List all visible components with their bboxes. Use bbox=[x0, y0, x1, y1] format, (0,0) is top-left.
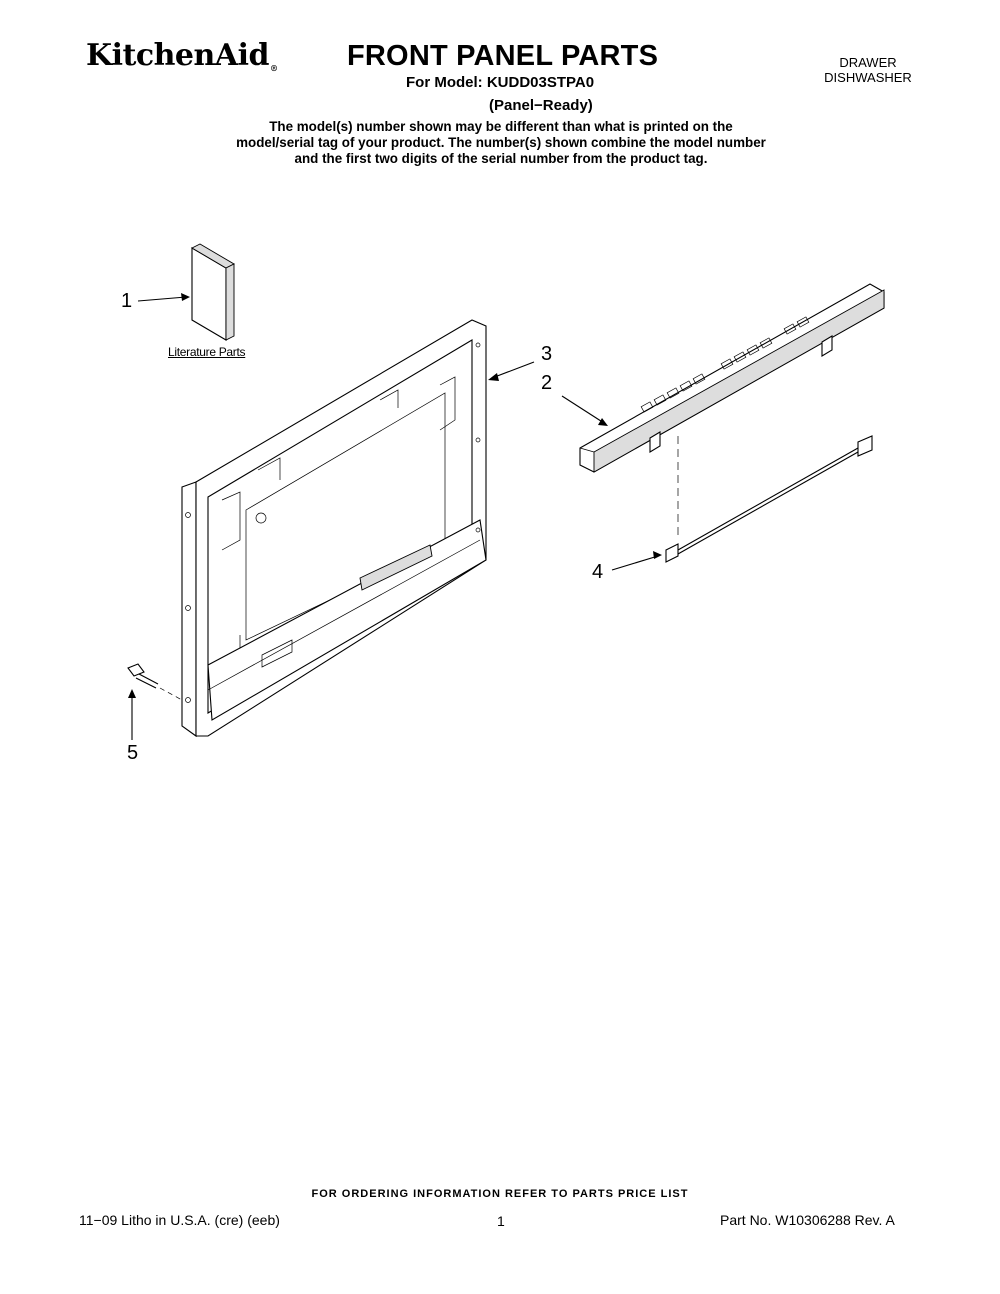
callout-2: 2 bbox=[541, 372, 553, 394]
callout-4: 4 bbox=[592, 561, 604, 583]
control-panel bbox=[580, 284, 884, 472]
callout-3-leader bbox=[488, 362, 534, 381]
screw bbox=[128, 664, 182, 700]
callout-2-leader bbox=[562, 396, 608, 426]
callout-3: 3 bbox=[541, 343, 553, 365]
model-line: For Model: KUDD03STPA0 bbox=[406, 74, 595, 91]
callout-4-leader bbox=[612, 551, 662, 570]
callout-5-leader bbox=[128, 689, 136, 740]
wire-harness bbox=[666, 436, 872, 562]
model-number-note: The model(s) number shown may be different than what is printed on the model/serial tag of your product. The number(s) shown combine the model number and the first two digits of the serial number from the product tag. bbox=[236, 119, 766, 166]
ordering-info-note: FOR ORDERING INFORMATION REFER TO PARTS PRICE LIST bbox=[311, 1188, 689, 1200]
model-variant: (Panel−Ready) bbox=[489, 97, 593, 114]
part-number: Part No. W10306288 Rev. A bbox=[720, 1212, 895, 1228]
page-number: 1 bbox=[497, 1213, 505, 1229]
category-line-2: DISHWASHER bbox=[824, 70, 912, 85]
callout-5: 5 bbox=[127, 742, 139, 764]
registered-mark: ® bbox=[269, 63, 278, 73]
litho-info: 11−09 Litho in U.S.A. (cre) (eeb) bbox=[79, 1212, 280, 1228]
literature-parts-label: Literature Parts bbox=[168, 345, 246, 359]
front-panel-frame bbox=[182, 320, 486, 736]
brand-name: KitchenAid bbox=[86, 38, 269, 73]
callout-1-leader bbox=[138, 293, 190, 301]
page-title: FRONT PANEL PARTS bbox=[347, 40, 659, 72]
literature-booklet bbox=[192, 244, 234, 340]
category-line-1: DRAWER bbox=[839, 55, 897, 70]
callout-1: 1 bbox=[121, 290, 133, 312]
